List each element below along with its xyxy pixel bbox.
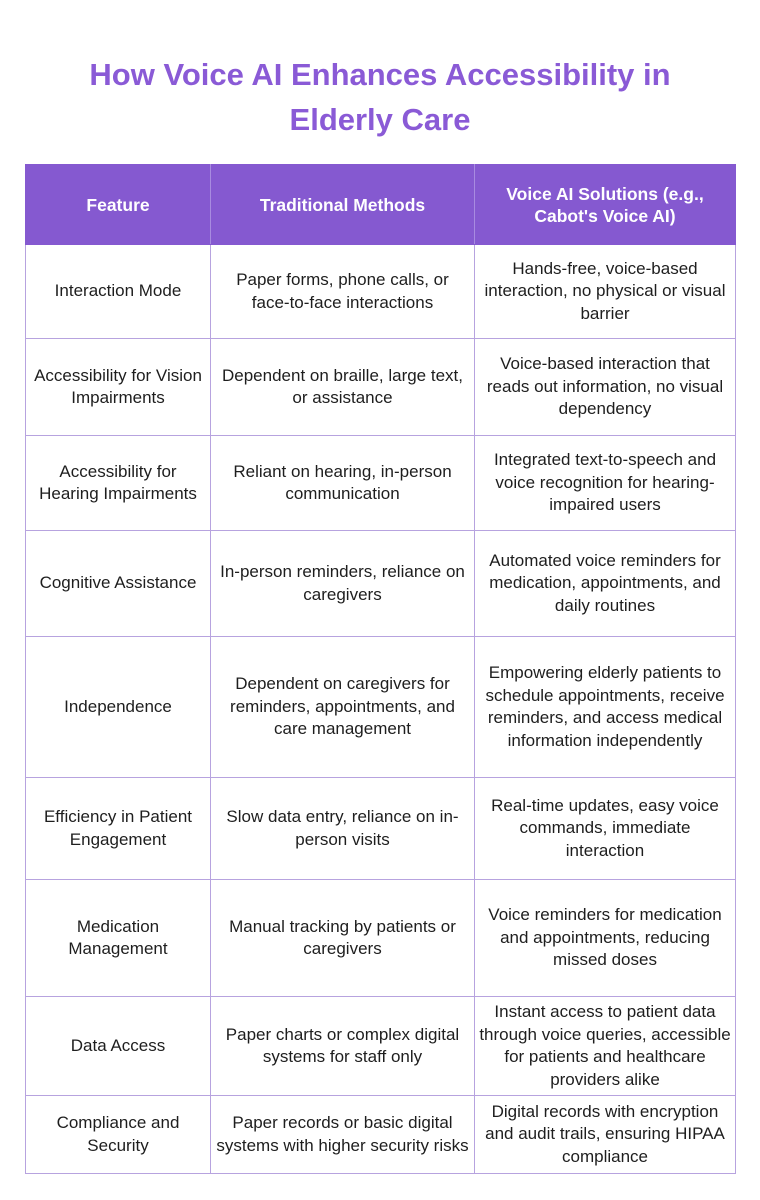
cell-traditional: Slow data entry, reliance on in-person visits <box>211 778 475 880</box>
header-voice-ai-solutions: Voice AI Solutions (e.g., Cabot's Voice AI) <box>475 165 736 245</box>
cell-feature: Efficiency in Patient Engagement <box>26 778 211 880</box>
cell-voice-ai: Integrated text-to-speech and voice recognition for hearing-impaired users <box>475 436 736 531</box>
table-row <box>26 339 736 436</box>
cell-feature: Medication Management <box>26 880 211 997</box>
cell-feature: Accessibility for Vision Impairments <box>26 339 211 436</box>
table-row <box>26 997 736 1096</box>
cell-traditional: In-person reminders, reliance on caregivers <box>211 531 475 637</box>
table-row <box>26 531 736 637</box>
cell-feature: Data Access <box>26 997 211 1096</box>
cell-feature: Interaction Mode <box>26 245 211 339</box>
cell-feature: Accessibility for Hearing Impairments <box>26 436 211 531</box>
table-row <box>26 880 736 997</box>
table-row <box>26 778 736 880</box>
cell-voice-ai: Voice-based interaction that reads out information, no visual dependency <box>475 339 736 436</box>
cell-traditional: Dependent on braille, large text, or assistance <box>211 339 475 436</box>
cell-voice-ai: Voice reminders for medication and appointments, reducing missed doses <box>475 880 736 997</box>
cell-voice-ai: Instant access to patient data through voice queries, accessible for patients and healthcare providers alike <box>475 997 736 1096</box>
table-row <box>26 1096 736 1174</box>
table-row <box>26 245 736 339</box>
cell-traditional: Dependent on caregivers for reminders, appointments, and care management <box>211 637 475 778</box>
cell-feature: Compliance and Security <box>26 1096 211 1174</box>
cell-traditional: Manual tracking by patients or caregivers <box>211 880 475 997</box>
table-body <box>26 245 736 1174</box>
cell-traditional: Paper charts or complex digital systems for staff only <box>211 997 475 1096</box>
header-row <box>26 165 736 245</box>
header-traditional-methods: Traditional Methods <box>211 165 475 245</box>
cell-traditional: Paper records or basic digital systems with higher security risks <box>211 1096 475 1174</box>
cell-traditional: Paper forms, phone calls, or face-to-face interactions <box>211 245 475 339</box>
table-header <box>26 165 736 245</box>
cell-voice-ai: Digital records with encryption and audit trails, ensuring HIPAA compliance <box>475 1096 736 1174</box>
cell-voice-ai: Empowering elderly patients to schedule appointments, receive reminders, and access medical information independently <box>475 637 736 778</box>
header-feature: Feature <box>26 165 211 245</box>
cell-voice-ai: Hands-free, voice-based interaction, no physical or visual barrier <box>475 245 736 339</box>
page-title: How Voice AI Enhances Accessibility in Elderly Care <box>89 57 671 137</box>
cell-voice-ai: Real-time updates, easy voice commands, immediate interaction <box>475 778 736 880</box>
cell-feature: Cognitive Assistance <box>26 531 211 637</box>
cell-voice-ai: Automated voice reminders for medication, appointments, and daily routines <box>475 531 736 637</box>
cell-feature: Independence <box>26 637 211 778</box>
table-row <box>26 637 736 778</box>
comparison-table <box>25 164 736 1174</box>
table-row <box>26 436 736 531</box>
cell-traditional: Reliant on hearing, in-person communication <box>211 436 475 531</box>
